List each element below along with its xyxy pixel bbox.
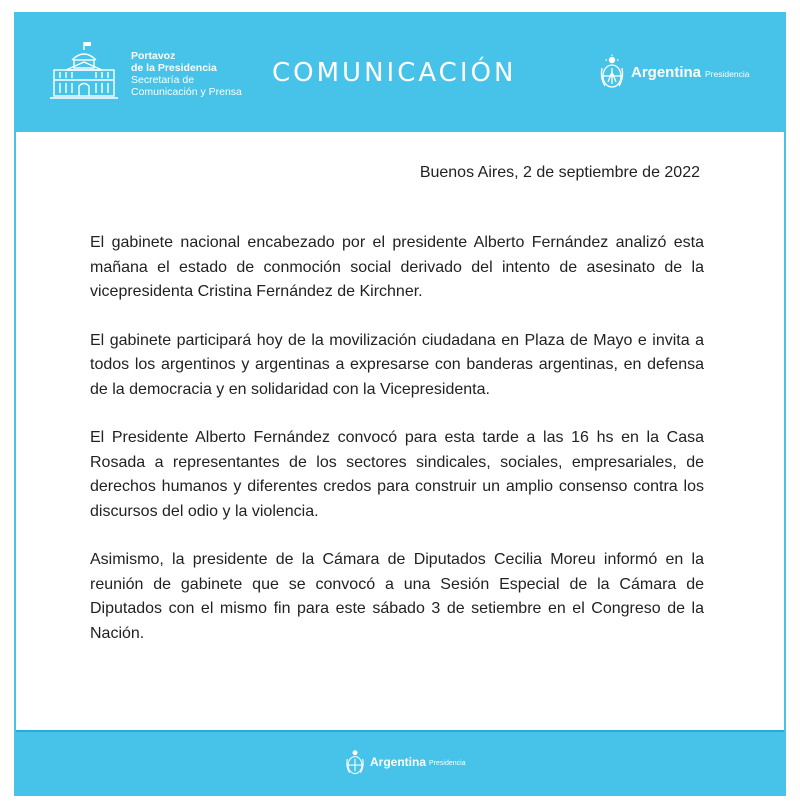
paragraph: Asimismo, la presidente de la Cámara de Diputados Cecilia Moreu informó en la reunión de gabinete que se convocó a una Sesión Especial de la Cámara de Diputados con el mismo fin para este sábado 3 de setiembre en el Congreso de la Nación. [90,551,704,642]
footer-banner [16,730,784,794]
footer-brand-subtitle: Presidencia [429,760,466,767]
dateline: Buenos Aires, 2 de septiembre de 2022 [419,164,700,181]
press-release-text [90,231,704,670]
argentina-seal-icon [599,54,625,90]
paragraph: El gabinete participará hoy de la movilización ciudadana en Plaza de Mayo e invita a todos los argentinos y argentinas a expresarse con banderas argentinas, en defensa de la democracia y en solidaridad con la Vicepresidenta. [90,331,704,398]
paragraph: El gabinete nacional encabezado por el presidente Alberto Fernández analizó esta mañana el estado de conmoción social derivado del intento de asesinato de la vicepresidenta Cristina Fernández de Kirchner. [90,234,704,300]
casa-rosada-building-icon [50,40,118,100]
argentina-seal-icon [345,747,365,777]
header-brand-logo [599,52,749,92]
footer-brand-logo [345,744,466,780]
issuing-office [131,50,242,98]
footer-brand-name: Argentina [370,755,427,769]
brand-name: Argentina [631,63,702,81]
page-title: COMUNICACIÓN [272,58,517,88]
org-line-portavoz: Portavoz [131,50,176,62]
header-banner [16,14,784,132]
paragraph: El Presidente Alberto Fernández convocó para esta tarde a las 16 hs en la Casa Rosada a representantes de los sectores sindicales, sociales, empresariales, de derechos humanos y diferentes credos para construir un amplio consenso contra los discursos del odio y la violencia. [90,429,704,520]
press-release-frame [14,12,786,796]
document-body [16,132,784,728]
org-line-comunicacion: Comunicación y Prensa [131,86,242,98]
org-line-presidencia: de la Presidencia [131,62,217,74]
brand-subtitle: Presidencia [705,69,750,79]
org-line-secretaria: Secretaría de [131,74,195,86]
